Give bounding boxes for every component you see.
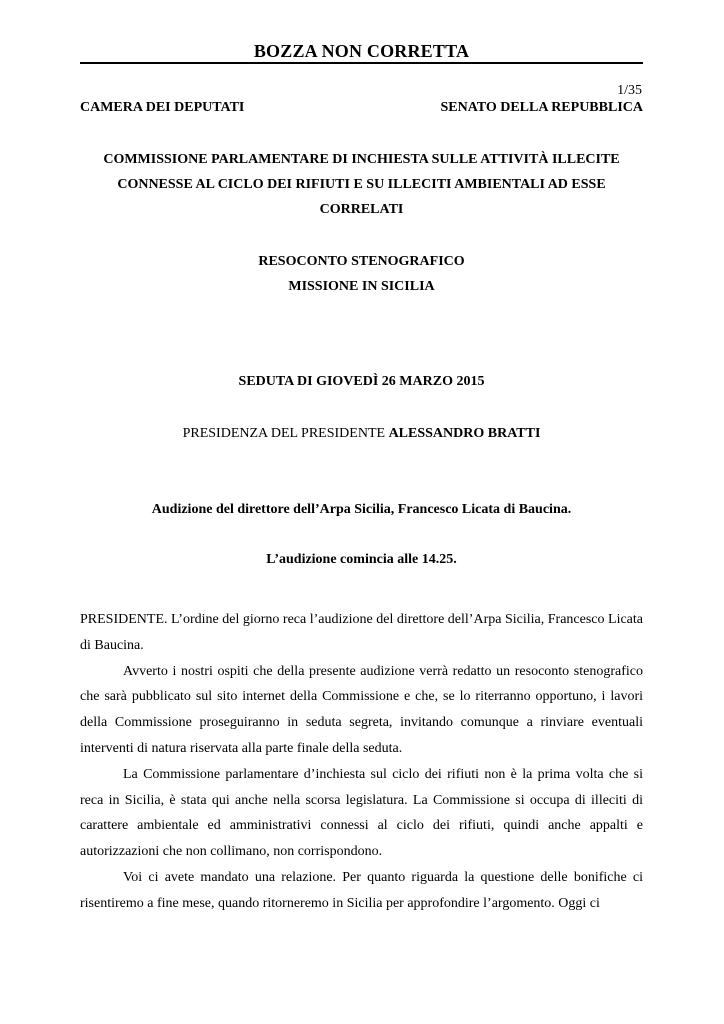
president-name: ALESSANDRO BRATTI <box>388 426 541 441</box>
transcript-paragraph: PRESIDENTE. L’ordine del giorno reca l’audizione del direttore dell’Arpa Sicilia, Francesco Licata di Baucina. <box>80 612 643 653</box>
chamber-of-deputies-label: CAMERA DEI DEPUTATI <box>80 100 245 115</box>
commission-title-line: CONNESSE AL CICLO DEI RIFIUTI E SU ILLECITI AMBIENTALI AD ESSE <box>117 177 606 192</box>
header-divider <box>80 62 643 64</box>
page-number: 1/35 <box>617 83 642 98</box>
transcript-paragraph: Avverto i nostri ospiti che della presente audizione verrà redatto un resoconto stenografico che sarà pubblicato sul sito internet della Commissione e che, se lo riterranno opportuno, i lavori della Commissione proseguiranno in seduta segreta, invitando comunque a rinviare eventuali interventi di natura riservata alla parte finale della seduta. <box>80 663 643 756</box>
senate-label: SENATO DELLA REPUBBLICA <box>440 100 643 115</box>
presidency-line <box>80 426 643 442</box>
draft-header-title: BOZZA NON CORRETTA <box>253 41 470 61</box>
session-date: SEDUTA DI GIOVEDÌ 26 MARZO 2015 <box>238 374 485 389</box>
transcript-paragraph: Voi ci avete mandato una relazione. Per quanto riguarda la questione delle bonifiche ci risentiremo a fine mese, quando ritorneremo in Sicilia per approfondire l’argomento. Oggi ci <box>80 869 643 911</box>
mission-label: MISSIONE IN SICILIA <box>288 279 435 294</box>
commission-title-line: CORRELATI <box>319 202 404 217</box>
report-heading <box>80 249 643 299</box>
commission-title <box>80 147 643 222</box>
hearing-start-time: L’audizione comincia alle 14.25. <box>266 552 457 567</box>
transcript-paragraph: La Commissione parlamentare d’inchiesta sul ciclo dei rifiuti non è la prima volta che si reca in Sicilia, è stata qui anche nella scorsa legislatura. La Commissione si occupa di illeciti di carattere ambientale ed amministrativi connessi al ciclo dei rifiuti, quindi anche appalti e autorizzazioni che non collimano, non corrispondono. <box>80 766 643 860</box>
transcript-body <box>80 607 643 917</box>
report-type-label: RESOCONTO STENOGRAFICO <box>258 254 465 269</box>
hearing-title: Audizione del direttore dell’Arpa Sicilia, Francesco Licata di Baucina. <box>151 502 572 517</box>
presidency-prefix: PRESIDENZA DEL PRESIDENTE <box>182 426 389 441</box>
commission-title-line: COMMISSIONE PARLAMENTARE DI INCHIESTA SULLE ATTIVITÀ ILLECITE <box>103 152 620 167</box>
